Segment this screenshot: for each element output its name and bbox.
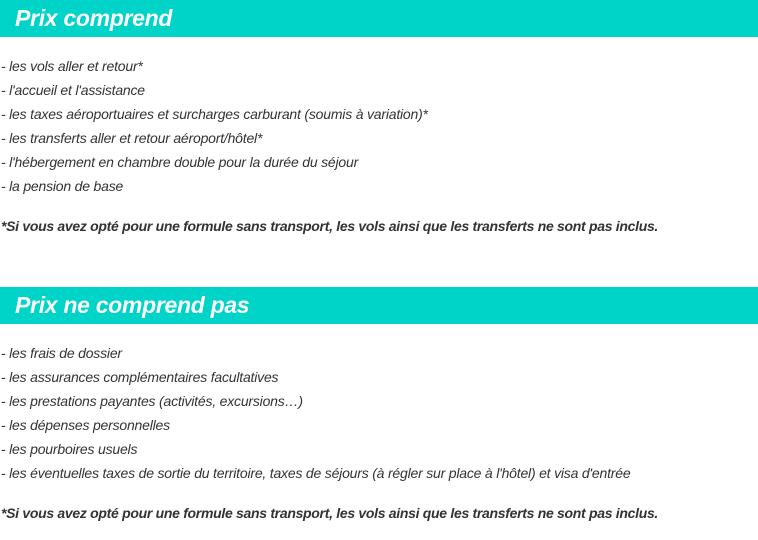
price-includes-title: Prix comprend xyxy=(15,5,173,31)
list-item: - les prestations payantes (activités, excursions…) xyxy=(1,393,303,409)
price-includes-note: *Si vous avez opté pour une formule sans transport, les vols ainsi que les transferts ne sont pas inclus. xyxy=(1,218,659,234)
list-item: - les transferts aller et retour aéroport/hôtel* xyxy=(1,130,263,146)
price-includes-list xyxy=(0,54,758,198)
list-item: - les dépenses personnelles xyxy=(1,417,170,433)
price-includes-header xyxy=(0,0,758,37)
list-item: - les assurances complémentaires facultatives xyxy=(1,369,279,385)
price-excludes-header xyxy=(0,287,758,324)
list-item: - les taxes aéroportuaires et surcharges carburant (soumis à variation)* xyxy=(1,106,428,122)
price-excludes-section xyxy=(0,287,758,525)
list-item: - les éventuelles taxes de sortie du territoire, taxes de séjours (à régler sur place à l'hôtel) et visa d'entrée xyxy=(1,465,631,481)
list-item: - l'hébergement en chambre double pour la durée du séjour xyxy=(1,154,359,170)
list-item: - les vols aller et retour* xyxy=(1,58,143,74)
price-includes-section xyxy=(0,0,758,238)
price-excludes-note: *Si vous avez opté pour une formule sans transport, les vols ainsi que les transferts ne sont pas inclus. xyxy=(1,505,659,521)
price-excludes-title: Prix ne comprend pas xyxy=(15,292,250,318)
list-item: - la pension de base xyxy=(1,178,124,194)
list-item: - l'accueil et l'assistance xyxy=(1,82,145,98)
list-item: - les frais de dossier xyxy=(1,345,122,361)
price-excludes-list xyxy=(0,341,758,485)
list-item: - les pourboires usuels xyxy=(1,441,138,457)
